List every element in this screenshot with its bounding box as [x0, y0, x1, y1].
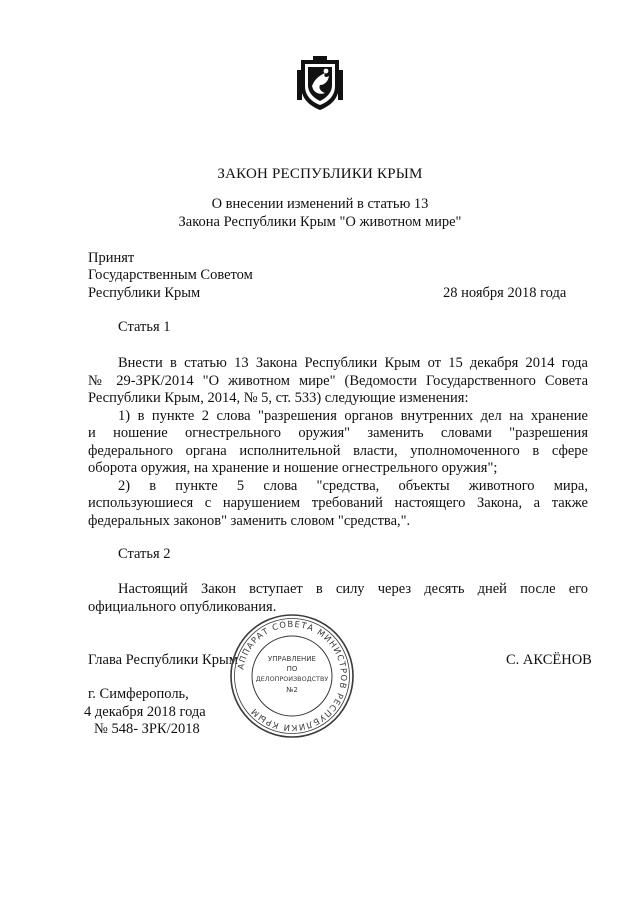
coat-of-arms-icon	[295, 56, 345, 112]
article-1-line: федеральных законов" заменить словом "средства,".	[88, 513, 411, 529]
article-1-line: оборота оружия, на хранение и ношение огнестрельного оружия";	[88, 460, 498, 476]
article-1-line: федерального органа исполнительной власти, уполномоченного в сфере	[88, 443, 588, 459]
stamp-line-3: ДЕЛОПРОИЗВОДСТВУ	[255, 675, 329, 683]
stamp-line-2: ПО	[286, 665, 298, 673]
stamp-line-1: УПРАВЛЕНИЕ	[268, 655, 316, 663]
adopted-by-line-2: Республики Крым	[88, 285, 201, 301]
article-2-line: Настоящий Закон вступает в силу через десять дней после его	[118, 581, 588, 597]
article-1-line: № 29-ЗРК/2014 "О животном мире" (Ведомости Государственного Совета	[88, 373, 588, 389]
article-1-line: и ношение огнестрельного оружия" заменить словами "разрешения	[88, 425, 588, 441]
article-2-heading: Статья 2	[118, 546, 171, 562]
article-1-line: Республики Крым, 2014, № 5, ст. 533) следующие изменения:	[88, 390, 469, 406]
article-1-line: используюшиеся с нарушением требований настоящего Закона, а также	[88, 495, 588, 511]
signing-city: г. Симферополь,	[88, 686, 189, 702]
law-subtitle-line-2: Закона Республики Крым "О животном мире"	[178, 214, 462, 230]
article-1-line: 1) в пункте 2 слова "разрешения органов внутренних дел на хранение	[118, 408, 588, 424]
law-subtitle-line-1: О внесении изменений в статью 13	[211, 196, 429, 212]
adoption-date: 28 ноября 2018 года	[443, 285, 567, 301]
adopted-label: Принят	[88, 250, 135, 266]
stamp-line-4: №2	[286, 686, 298, 694]
signing-date: 4 декабря 2018 года	[84, 704, 206, 720]
stamp-ring-text: АППАРАТ СОВЕТА МИНИСТРОВ РЕСПУБЛИКИ КРЫМ	[235, 618, 350, 734]
article-2-line: официального опубликования.	[88, 599, 277, 615]
article-1-line: 2) в пункте 5 слова "средства, объекты животного мира,	[118, 478, 588, 494]
signatory-position: Глава Республики Крым	[88, 652, 238, 668]
adopted-by-line-1: Государственным Советом	[88, 267, 253, 283]
article-1-line: Внести в статью 13 Закона Республики Крым от 15 декабря 2014 года	[118, 355, 588, 371]
signatory-name: С. АКСЁНОВ	[506, 652, 592, 668]
article-1-heading: Статья 1	[118, 319, 171, 335]
law-number: № 548- ЗРК/2018	[94, 721, 200, 737]
law-title: ЗАКОН РЕСПУБЛИКИ КРЫМ	[217, 166, 423, 182]
office-stamp	[228, 612, 356, 740]
